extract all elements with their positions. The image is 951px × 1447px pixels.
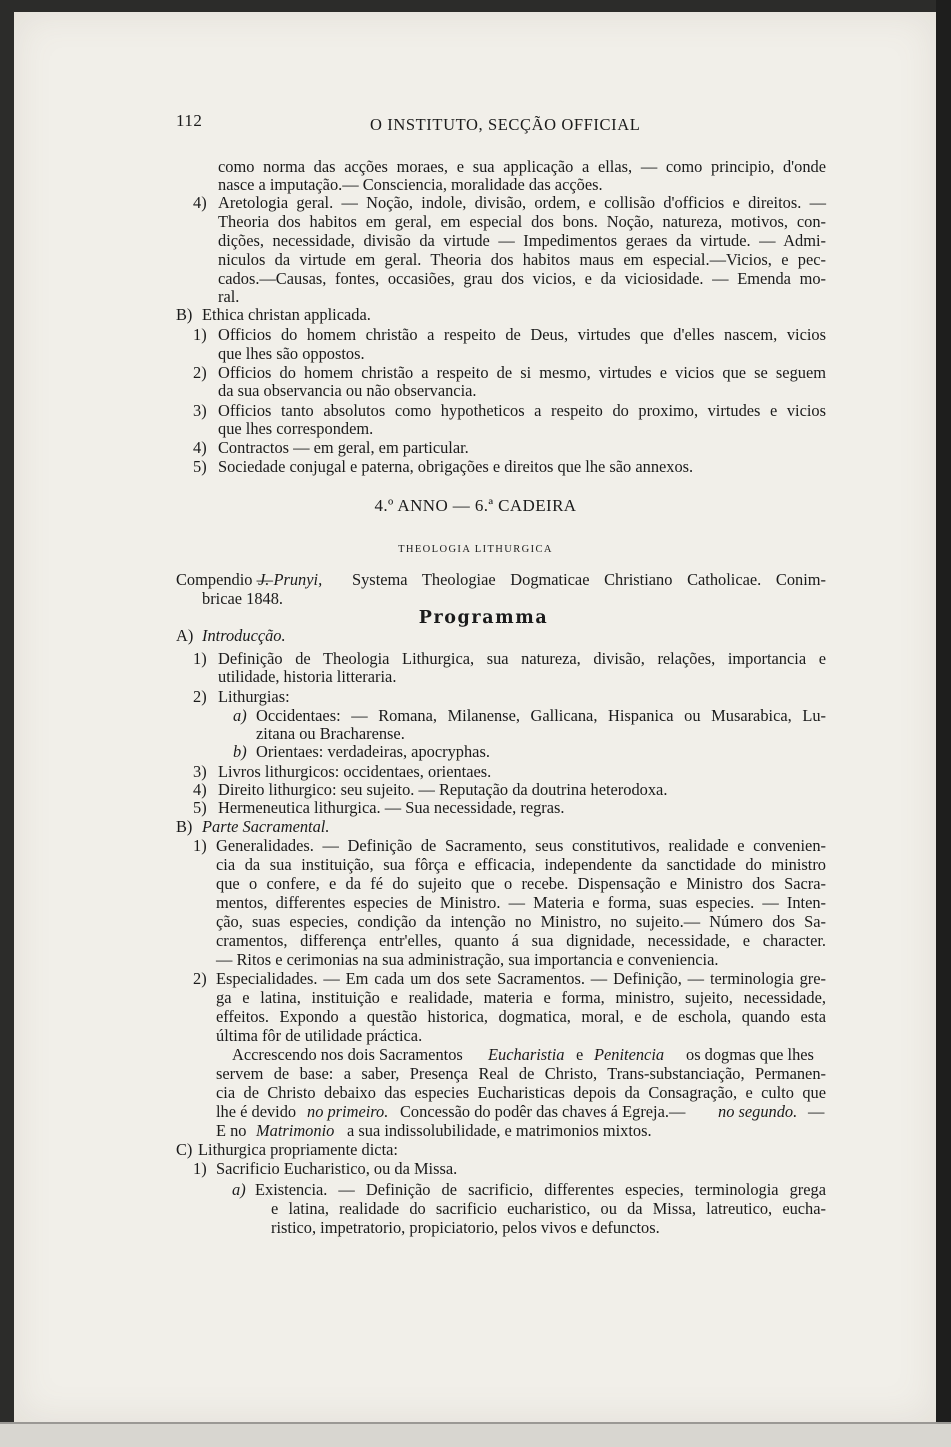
compendio-label: Compendio —	[176, 570, 273, 589]
text-line: utilidade, historia litteraria.	[218, 667, 397, 686]
item-marker: 1)	[193, 649, 207, 668]
text-line: cados.—Causas, fontes, occasiões, grau dos vicios, e da viciosidade. — Emenda mo-	[218, 269, 826, 288]
text-line: como norma das acções moraes, e sua applicação a ellas, — como principio, d'onde	[218, 157, 826, 176]
text-line: nasce a imputação.— Consciencia, moralidade das acções.	[218, 175, 603, 194]
item-marker: 1)	[193, 836, 207, 855]
item-marker: 4)	[193, 193, 207, 212]
text-line: zitana ou Bracharense.	[256, 724, 405, 743]
text-line: Aretologia geral. — Noção, indole, divisão, ordem, e collisão d'officios e direitos. —	[218, 193, 826, 212]
text-span-italic: Eucharistia	[488, 1045, 565, 1064]
text-span: Accrescendo nos dois Sacramentos	[232, 1045, 463, 1064]
text-span: E no	[216, 1121, 247, 1140]
text-span: os dogmas que lhes	[686, 1045, 814, 1064]
text-line: dições, necessidade, divisão da virtude — Impedimentos geraes da virtude. — Admi-	[218, 231, 826, 250]
text-span-italic: no primeiro.	[307, 1102, 389, 1121]
section-title: Introducção.	[202, 626, 286, 645]
subject-title: THEOLOGIA LITHURGICA	[398, 544, 553, 555]
text-line: Hermeneutica lithurgica. — Sua necessidade, regras.	[218, 798, 565, 817]
text-span: —	[808, 1102, 825, 1121]
text-span: e	[576, 1045, 584, 1064]
text-line: Contractos — em geral, em particular.	[218, 438, 469, 457]
text-line: última fôr de utilidade práctica.	[216, 1026, 423, 1045]
item-marker: b)	[233, 742, 247, 761]
text-line: ga e latina, instituição e realidade, materia e forma, ministro, sujeito, necessidade,	[216, 988, 826, 1007]
text-line: Existencia. — Definição de sacrificio, differentes especies, terminologia grega	[255, 1180, 826, 1199]
item-marker: 1)	[193, 325, 207, 344]
text-span: lhe é devido	[216, 1102, 297, 1121]
item-marker: a)	[233, 706, 247, 725]
item-marker: 3)	[193, 762, 207, 781]
text-line: que lhes são oppostos.	[218, 344, 365, 363]
section-marker: B)	[176, 817, 193, 836]
text-line: Lithurgias:	[218, 687, 290, 706]
text-line: Theoria dos habitos em geral, em especial dos bons. Noção, natureza, motivos, con-	[218, 212, 826, 231]
text-line: Especialidades. — Em cada um dos sete Sacramentos. — Definição, — terminologia gre-	[216, 969, 826, 988]
item-marker: 1)	[193, 1159, 207, 1178]
text-line: Officios tanto absolutos como hypotheticos a respeito do proximo, virtudes e vicios	[218, 401, 826, 420]
page-number: 112	[176, 111, 203, 130]
item-marker: 2)	[193, 687, 207, 706]
text-line: Direito lithurgico: seu sujeito. — Reputação da doutrina heterodoxa.	[218, 780, 668, 799]
text-line: Sacrificio Eucharistico, ou da Missa.	[216, 1159, 458, 1178]
text-line: ristico, impetratorio, propiciatorio, pelos vivos e defunctos.	[271, 1218, 660, 1237]
section-title: Parte Sacramental.	[202, 817, 330, 836]
item-marker: 2)	[193, 363, 207, 382]
text-line: effeitos. Expondo a questão historica, dogmatica, moral, e de eschola, quando esta	[216, 1007, 826, 1026]
text-line: que o confere, e da fé do sujeito que o recebe. Dispensação e Ministro dos Sacra-	[216, 874, 826, 893]
text-line: e latina, realidade do sacrificio eucharistico, ou da Missa, latreutico, eucha-	[271, 1199, 826, 1218]
running-title: O INSTITUTO, SECÇÃO OFFICIAL	[370, 115, 641, 134]
section-title: Lithurgica propriamente dicta:	[198, 1140, 398, 1159]
item-marker: 5)	[193, 457, 207, 476]
text-span: a sua indissolubilidade, e matrimonios mixtos.	[347, 1121, 652, 1140]
text-line: mentos, differentes especies de Ministro. — Materia e forma, suas especies. — Inten-	[216, 893, 826, 912]
section-marker: A)	[176, 626, 194, 645]
section-title: Ethica christan applicada.	[202, 305, 371, 324]
section-heading: 4.º ANNO — 6.ª CADEIRA	[374, 496, 577, 515]
item-marker: 4)	[193, 438, 207, 457]
item-marker: a)	[232, 1180, 246, 1199]
text-line: da sua observancia ou não observancia.	[218, 381, 477, 400]
text-line: cia da sua instituição, sua fôrça e efficacia, independente da sanctidade do ministro	[216, 855, 826, 874]
item-marker: 2)	[193, 969, 207, 988]
text-line: ção, suas especies, condição da intenção no Ministro, no sujeito.— Número dos Sa-	[216, 912, 826, 931]
section-marker: B)	[176, 305, 193, 324]
compendio-author: J. Prunyi,	[258, 570, 323, 589]
text-line: Occidentaes: — Romana, Milanense, Gallicana, Hispanica ou Musarabica, Lu-	[256, 706, 826, 725]
section-marker: C)	[176, 1140, 193, 1159]
text-line: niculos da virtude em geral. Theoria dos habitos maus em especial.—Vicios, e pec-	[218, 250, 826, 269]
text-line: bricae 1848.	[202, 589, 284, 608]
text-line: Sociedade conjugal e paterna, obrigações e direitos que lhe são annexos.	[218, 457, 694, 476]
text-span-italic: no segundo.	[718, 1102, 798, 1121]
text-line: — Ritos e cerimonias na sua administração, sua importancia e conveniencia.	[216, 950, 719, 969]
text-line: que lhes correspondem.	[218, 419, 374, 438]
item-marker: 4)	[193, 780, 207, 799]
text-line: Officios do homem christão a respeito de si mesmo, virtudes e vicios que se seguem	[218, 363, 826, 382]
text-line: Generalidades. — Definição de Sacramento, seus constitutivos, realidade e convenien-	[216, 836, 826, 855]
text-line: cia de Christo debaixo das especies Eucharisticas depois da Consagração, e culto que	[216, 1083, 826, 1102]
item-marker: 5)	[193, 798, 207, 817]
item-marker: 3)	[193, 401, 207, 420]
text-span: Concessão do podêr das chaves á Egreja.—	[400, 1102, 686, 1121]
text-line: cramentos, differença entr'elles, quanto á sua dignidade, necessidade, e character.	[216, 931, 826, 950]
text-line: Orientaes: verdadeiras, apocryphas.	[256, 742, 490, 761]
text-line: ral.	[218, 287, 240, 306]
programma-title: Programma	[418, 608, 549, 628]
text-line: Systema Theologiae Dogmaticae Christiano Catholicae. Conim-	[352, 570, 826, 589]
text-span-italic: Matrimonio	[256, 1121, 335, 1140]
text-line: Definição de Theologia Lithurgica, sua natureza, divisão, relações, importancia e	[218, 649, 826, 668]
text-line: Officios do homem christão a respeito de Deus, virtudes que d'elles nascem, vicios	[218, 325, 826, 344]
text-line: servem de base: a saber, Presença Real de Christo, Trans-substanciação, Permanen-	[216, 1064, 826, 1083]
text-span-italic: Penitencia	[594, 1045, 665, 1064]
text-line: Livros lithurgicos: occidentaes, orientaes.	[218, 762, 492, 781]
